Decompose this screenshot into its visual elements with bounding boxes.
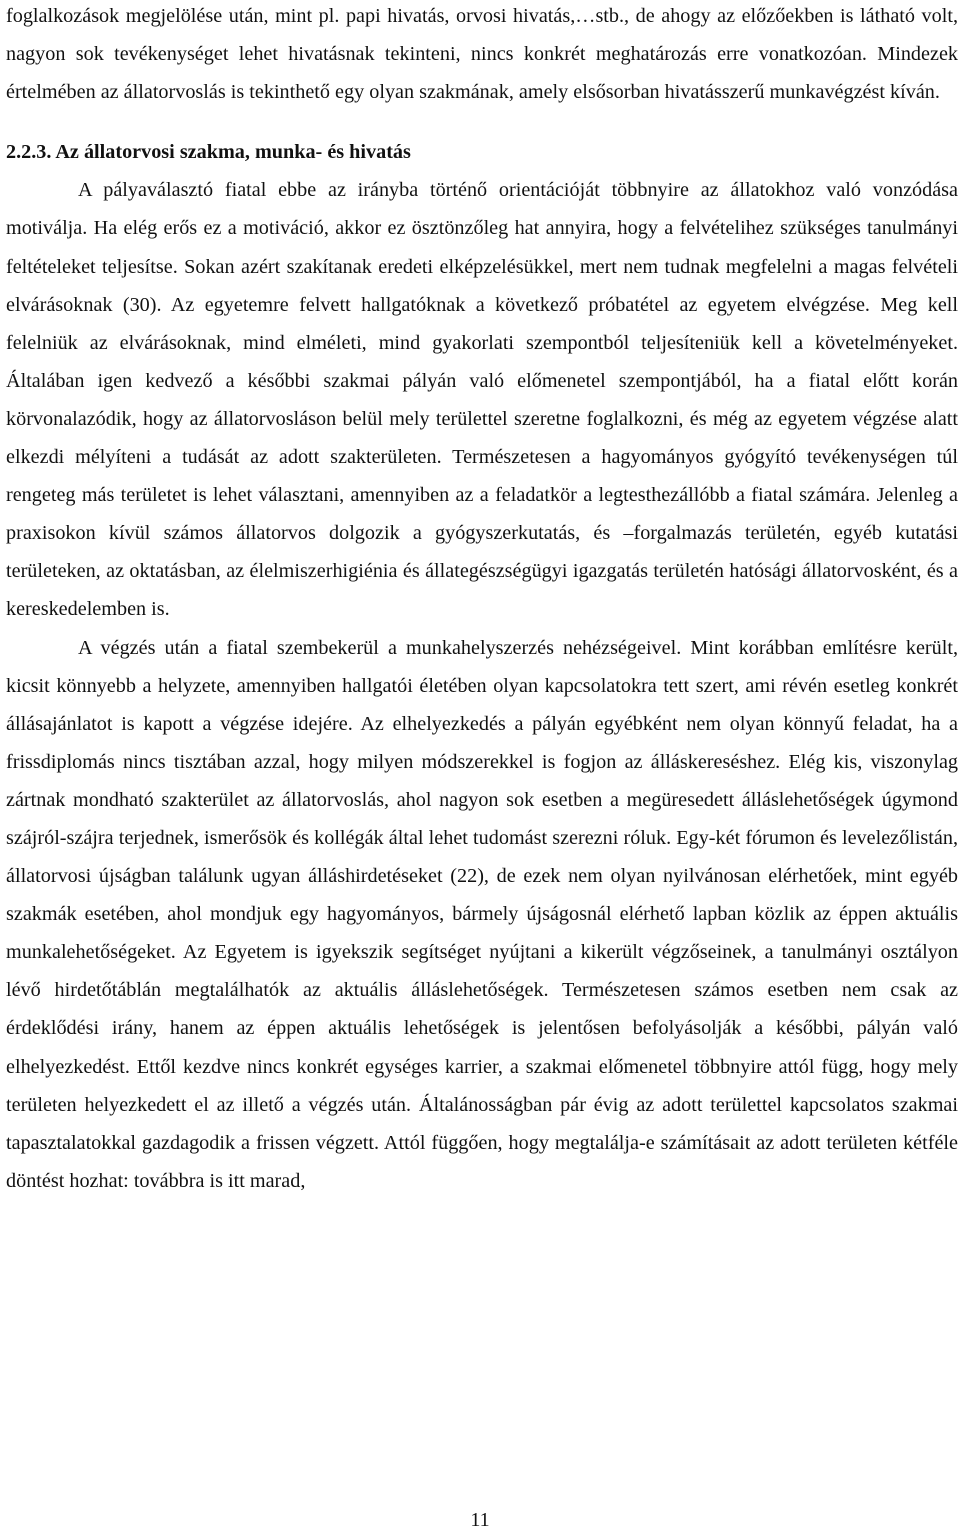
page-number: 11 — [470, 1509, 490, 1531]
body-paragraph-1: A pályaválasztó fiatal ebbe az irányba történő orientációját többnyire az állatokhoz való vonzódása motiválja. Ha elég erős ez a motiváció, akkor ez ösztönzőleg hat annyira, hogy a felvételihez szükséges tanulmányi feltételeket teljesítse. Sokan azért szakítanak eredeti elképzelésükkel, mert nem tudnak megfelelni a magas felvételi elvárásoknak (30). Az egyetemre felvett hallgatóknak a következő próbatétel az egyetem elvégzése. Meg kell felelniük az elvárásoknak, mind elméleti, mind gyakorlati szempontból teljesíteniük kell a követelményeket. Általában igen kedvező a későbbi szakmai pályán való előmenetel szempontjából, ha a fiatal előtt korán körvonalazódik, hogy az állatorvosláson belül mely területtel szeretne foglalkozni, és még az egyetem végzése alatt elkezdi mélyíteni a tudását az adott szakterületen. Természetesen a hagyományos gyógyító tevékenységen túl rengeteg más területet is lehet választani, amennyiben az a feladatkör a legtesthezállóbb a fiatal számára. Jelenleg a praxisokon kívül számos állatorvos dolgozik a gyógyszerkutatás, és –forgalmazás területén, egyéb kutatási területeken, az oktatásban, az élelmiszerhigiénia és állategészségügyi igazgatás területén hatósági állatorvosként, és a kereskedelemben is. — [6, 179, 958, 621]
document-page — [6, 0, 958, 1200]
intro-paragraph: foglalkozások megjelölése után, mint pl. papi hivatás, orvosi hivatás,…stb., de ahogy az előzőekben is látható volt, nagyon sok tevékenységet lehet hivatásnak tekinteni, nincs konkrét meghatározás erre vonatkozóan. Mindezek értelmében az állatorvoslás is tekinthető egy olyan szakmának, amely elsősorban hivatásszerű munkavégzést kíván. — [6, 5, 958, 104]
body-paragraph-2: A végzés után a fiatal szembekerül a munkahelyszerzés nehézségeivel. Mint korábban említésre került, kicsit könnyebb a helyzete, amennyiben hallgatói életében olyan kapcsolatokra tett szert, ami révén esetleg konkrét állásajánlatot is kapott a végzése idejére. Az elhelyezkedés a pályán egyébként nem olyan könnyű feladat, ha a frissdiplomás nincs tisztában azzal, hogy milyen módszerekkel is fogjon az álláskereséshez. Elég kis, viszonylag zártnak mondható szakterület az állatorvoslás, ahol nagyon sok esetben a megüresedett álláslehetőségek úgymond szájról-szájra terjednek, ismerősök és kollégák által lehet tudomást szerezni róluk. Egy-két fórumon és levelezőlistán, állatorvosi újságban találunk ugyan álláshirdetéseket (22), de ezek nem olyan nyilvánosan elérhetőek, mint egyéb szakmák esetében, ahol mondjuk egy hagyományos, bármely újságosnál elérhető lapban közlik az éppen aktuális munkalehetőségeket. Az Egyetem is igyekszik segítséget nyújtani a kikerült végzőseinek, a tanulmányi osztályon lévő hirdetőtáblán megtalálhatók az aktuális álláslehetőségek. Természetesen számos esetben nem csak az érdeklődési irány, hanem az éppen aktuális lehetőségek is jelentősen befolyásolják a későbbi, pályán való elhelyezkedést. Ettől kezdve nincs konkrét egységes karrier, a szakmai előmenetel többnyire attól függ, hogy mely területen helyezkedett el az illető a végzés után. Általánosságban pár évig az adott területtel kapcsolatos szakmai tapasztalatokkal gazdagodik a frissen végzett. Attól függően, hogy megtalálja-e számításait az adott területen kétféle döntést hozhat: továbbra is itt marad, — [6, 636, 958, 1192]
section-heading: 2.2.3. Az állatorvosi szakma, munka- és hivatás — [6, 141, 411, 164]
